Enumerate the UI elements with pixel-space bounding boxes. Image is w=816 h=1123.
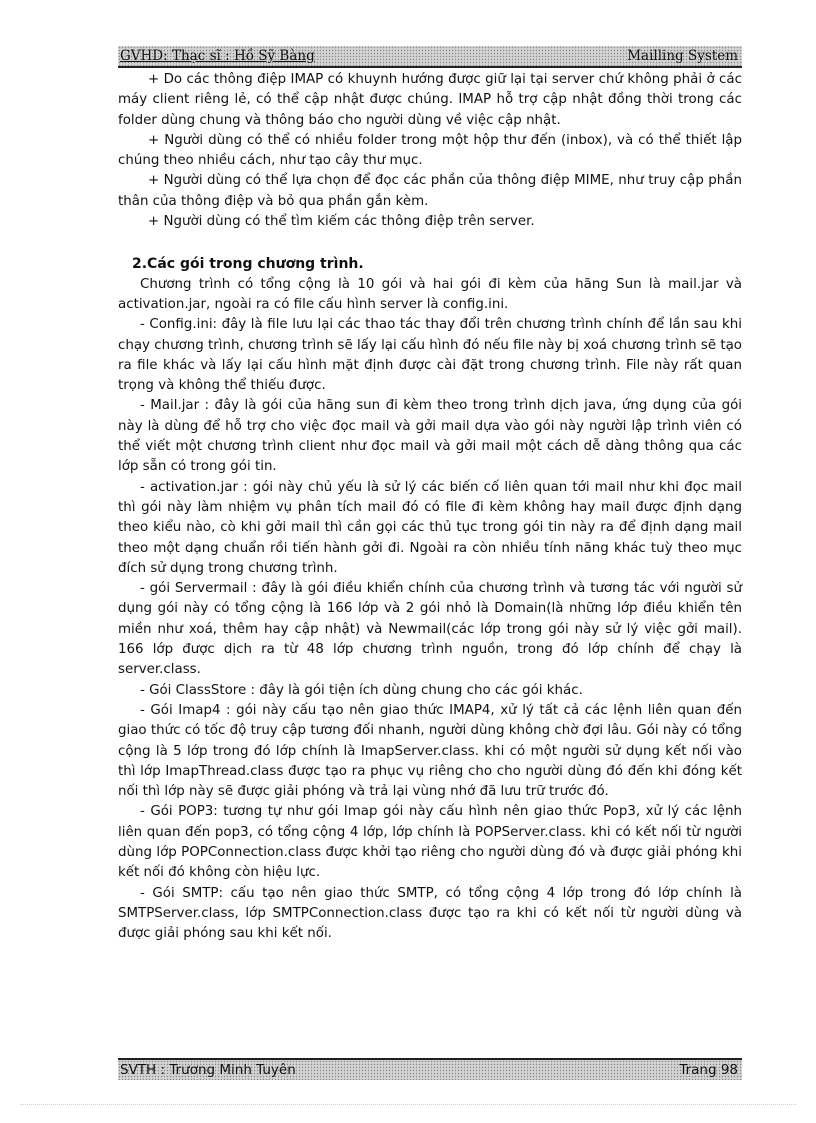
page-edge-divider <box>20 1104 796 1105</box>
paragraph: - gói Servermail : đây là gói điều khiển chính của chương trình và tương tác với người sử dụng gói này có tổng cộng là 166 lớp và 2 gói nhỏ là Domain(là những lớp điều khiển tên miền như xoá, thêm hay cập nhật) và Newmail(các lớp trong gói này sử lý việc gởi mail). 166 lớp được dịch ra từ 48 lớp chương trình nguồn, trong đó lớp chính để chạy là server.class. <box>118 581 742 678</box>
section-heading: 2.Các gói trong chương trình. <box>132 256 364 273</box>
paragraph: - Gói Imap4 : gói này cấu tạo nên giao thức IMAP4, xử lý tất cả các lệnh liên quan đến giao thức có tốc độ truy cập tương đối nhanh, người dùng không chờ đợi lâu. Gói này có tổng cộng là 5 lớp trong đó lớp chính là ImapServer.class. khi có một người sử dụng kết nối vào thì lớp ImapThread.class được tạo ra phục vụ riêng cho cho người dùng đó đến khi đóng kết nối thì lớp này sẽ được giải phóng và trả lại vùng nhớ đã lưu trữ trước đó. <box>118 702 742 800</box>
paragraph: + Người dùng có thể tìm kiếm các thông điệp trên server. <box>148 214 535 230</box>
footer-author: SVTH : Trương Minh Tuyên <box>120 1062 296 1078</box>
page-header <box>118 46 742 68</box>
spacer <box>118 232 742 254</box>
paragraph: Chương trình có tổng cộng là 10 gói và hai gói đi kèm của hãng Sun là mail.jar và activation.jar, ngoài ra có file cấu hình server là config.ini. <box>118 276 742 312</box>
paragraph: + Người dùng có thể lựa chọn để đọc các phần của thông điệp MIME, như truy cập phần thân của thông điệp và bỏ qua phần gắn kèm. <box>118 173 742 209</box>
page-number: Trang 98 <box>679 1062 738 1078</box>
paragraph: - Config.ini: đây là file lưu lại các thao tác thay đổi trên chương trình chính để lần sau khi chạy chương trình, chương trình sẽ lấy lại cấu hình đó nếu file này bị xoá chương trình sẽ tạo ra file khác và lấy lại cấu hình mặt định được cài đặt trong chương trình. File này rất quan trọng và không thể thiếu được. <box>118 317 742 394</box>
paragraph: - activation.jar : gói này chủ yếu là sử lý các biến cố liên quan tới mail như khi đọc mail thì gói này làm nhiệm vụ phân tích mail đó có file đi kèm không hay mail được định dạng theo kiểu nào, cò khi gởi mail thì cần gọi các thủ tục trong gói tin này ra để định dạng mail theo một dạng chuẩn rồi tiến hành gởi đi. Ngoài ra còn nhiều tính năng khác tuỳ theo mục đích sử dụng trong chương trình. <box>118 479 742 576</box>
paragraph: - Gói ClassStore : đây là gói tiện ích dùng chung cho các gói khác. <box>140 682 583 698</box>
paragraph: - Mail.jar : đây là gói của hãng sun đi kèm theo trong trình dịch java, ứng dụng của gói này là dùng để hỗ trợ cho việc đọc mail và gởi mail dựa vào gói này người lập trình viên có thể viết một chương trình client như đọc mail và gởi mail một cách dễ dàng thông qua các lớp sẵn có trong gói tin. <box>118 398 742 475</box>
header-advisor: GVHD: Thạc sĩ : Hồ Sỹ Bàng <box>120 48 315 64</box>
paragraph: - Gói SMTP: cấu tạo nên giao thức SMTP, có tổng cộng 4 lớp trong đó lớp chính là SMTPServer.class, lớp SMTPConnection.class được tạo ra khi có kết nối từ người dùng và được giải phóng sau khi kết nối. <box>118 885 742 942</box>
header-title: Mailling System <box>627 48 738 64</box>
paragraph: + Người dùng có thể có nhiều folder trong một hộp thư đến (inbox), và có thể thiết lập chúng theo nhiều cách, như tạo cây thư mục. <box>118 132 742 169</box>
paragraph: + Do các thông điệp IMAP có khuynh hướng được giữ lại tại server chứ không phải ở các máy client riêng lẻ, có thể cập nhật được chúng. IMAP hỗ trợ cập nhật đồng thời trong các folder dùng chung và thông báo cho người dùng về việc cập nhật. <box>118 72 742 128</box>
paragraph: - Gói POP3: tương tự như gói Imap gói này cấu hình nên giao thức Pop3, xử lý các lệnh liên quan đến pop3, có tổng cộng 4 lớp, lớp chính là POPServer.class. khi có kết nối từ người dùng lớp POPConnection.class được khởi tạo riêng cho người dùng đó và được giải phóng khi kết nối đó không còn hiệu lực. <box>118 804 742 881</box>
page-footer <box>118 1058 742 1080</box>
page-body <box>118 70 742 944</box>
